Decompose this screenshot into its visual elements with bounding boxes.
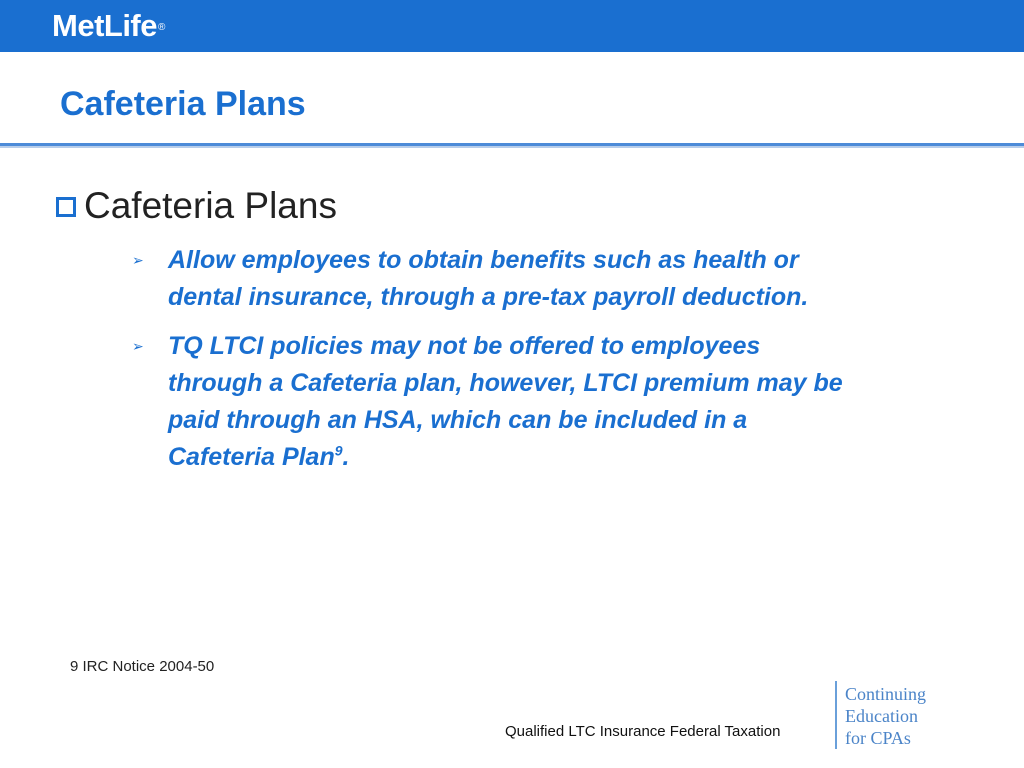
arrow-bullet-icon: ➢ [132, 338, 144, 354]
footnote: 9 IRC Notice 2004-50 [70, 658, 215, 675]
footnote-reference: 9 [334, 442, 343, 459]
arrow-bullet-icon: ➢ [132, 252, 144, 268]
sub-bullet-text-main: TQ LTCI policies may not be offered to employees through a Cafeteria plan, however, LTCI premium may be paid through an HSA, which can be included in a Cafeteria Plan [168, 332, 843, 471]
registered-mark: ® [158, 22, 165, 33]
slide-title: Cafeteria Plans [60, 85, 306, 123]
main-bullet [56, 184, 337, 228]
cpe-brand-line: Continuing [845, 684, 927, 704]
cpe-brand-line: Education [845, 706, 918, 726]
cpe-brand-line: for CPAs [845, 728, 911, 748]
footer-divider [835, 681, 837, 749]
logo-text: MetLife [52, 8, 157, 43]
metlife-logo [52, 8, 164, 44]
title-divider-shadow [0, 146, 1024, 148]
sub-bullet-text-end: . [342, 443, 350, 471]
sub-bullet-item [128, 242, 868, 316]
sub-bullet-text: Allow employees to obtain benefits such as health or dental insurance, through a pre-tax payroll deduction. [168, 246, 809, 311]
cpe-brand [845, 683, 926, 749]
sub-bullet-text [168, 328, 858, 476]
sub-bullet-list [128, 242, 868, 488]
header-bar [0, 0, 1024, 52]
sub-bullet-item [128, 328, 868, 476]
main-bullet-text: Cafeteria Plans [84, 185, 337, 226]
checkbox-bullet-icon [56, 197, 76, 217]
footer-course-title: Qualified LTC Insurance Federal Taxation [505, 723, 781, 740]
